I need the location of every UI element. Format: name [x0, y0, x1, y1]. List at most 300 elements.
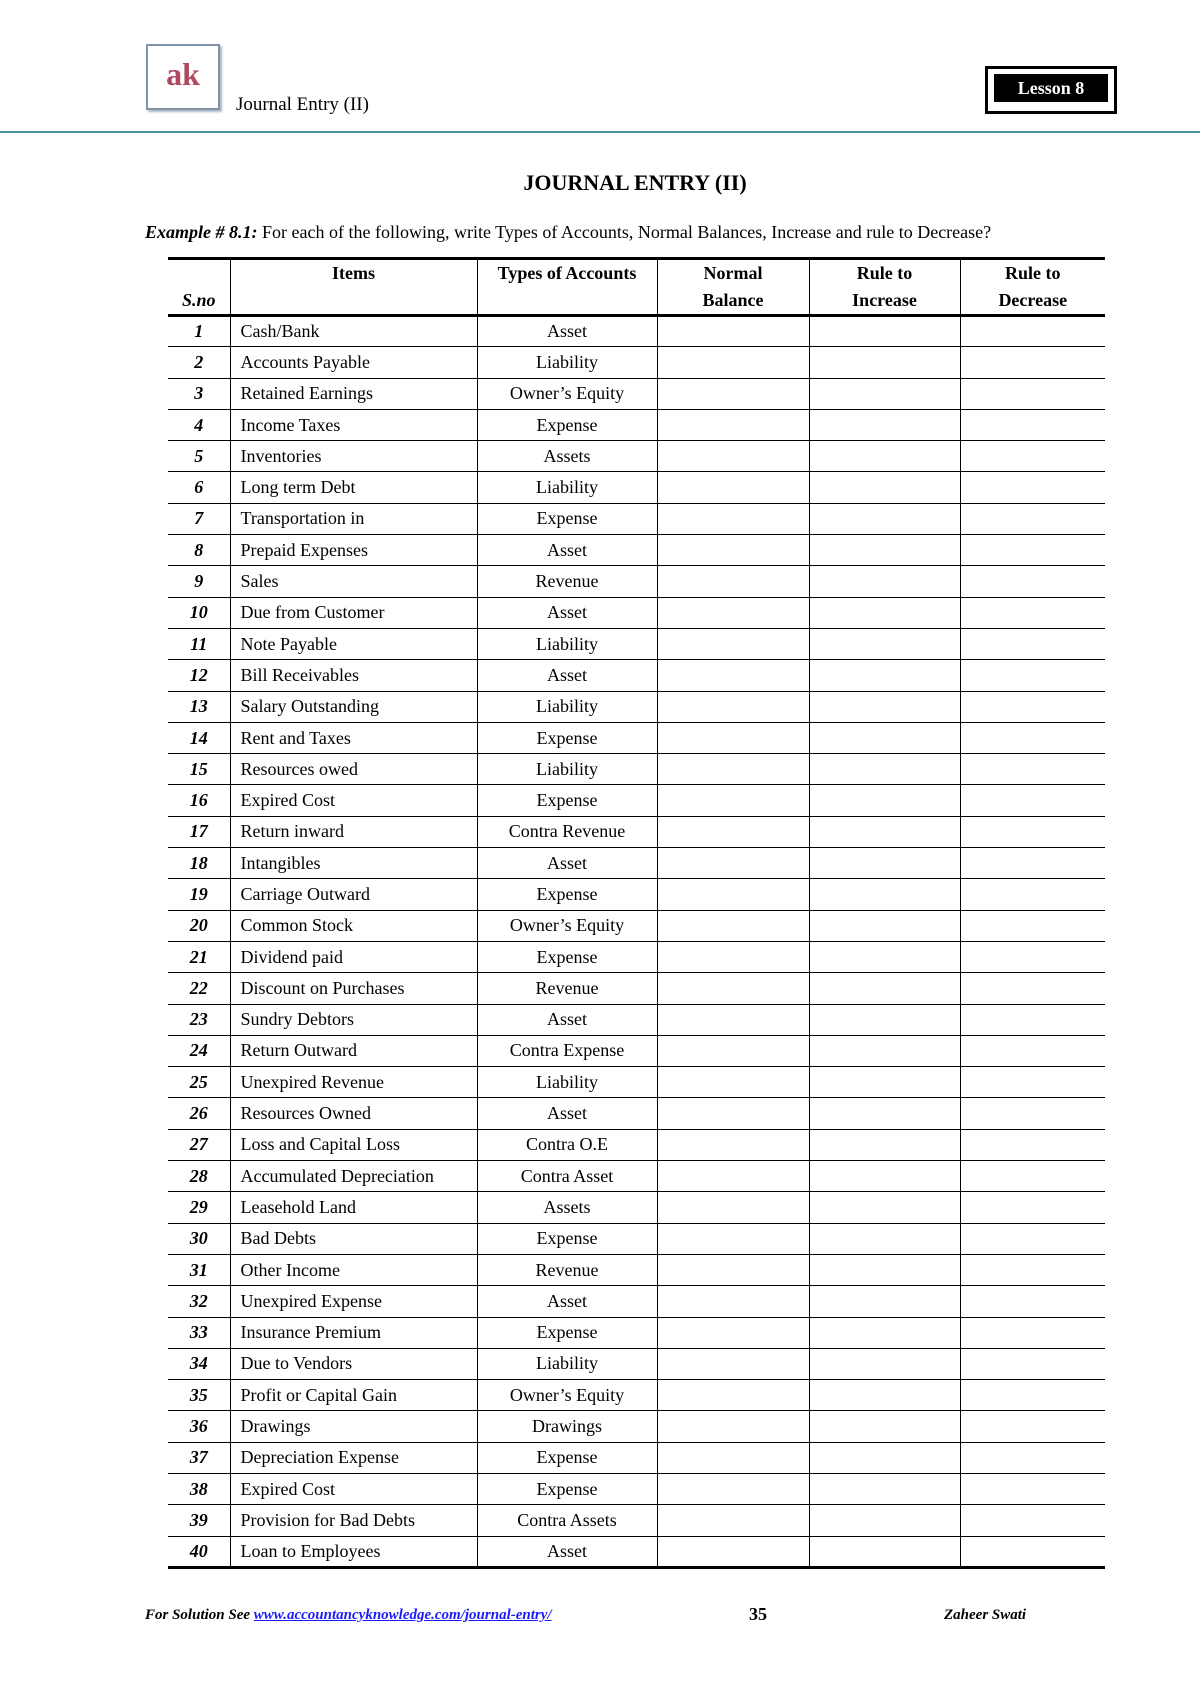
row-account-type: Contra Expense: [477, 1035, 657, 1066]
row-item: Due to Vendors: [230, 1348, 477, 1379]
row-account-type: Asset: [477, 597, 657, 628]
row-rule-increase: [809, 691, 960, 722]
solution-link[interactable]: www.accountancyknowledge.com/journal-entry/: [253, 1607, 552, 1623]
row-rule-increase: [809, 1286, 960, 1317]
row-item: Prepaid Expenses: [230, 535, 477, 566]
row-rule-decrease: [960, 1505, 1105, 1536]
row-rule-decrease: [960, 347, 1105, 378]
row-item: Note Payable: [230, 628, 477, 659]
row-item: Accounts Payable: [230, 347, 477, 378]
table-row: [168, 535, 1105, 566]
row-rule-decrease: [960, 1129, 1105, 1160]
table-row: [168, 941, 1105, 972]
header-title: Journal Entry (II): [236, 94, 369, 115]
row-normal-balance: [657, 1317, 809, 1348]
row-normal-balance: [657, 535, 809, 566]
row-rule-increase: [809, 1348, 960, 1379]
lesson-badge: [985, 66, 1117, 114]
header-divider: [0, 131, 1200, 133]
row-rule-decrease: [960, 754, 1105, 785]
row-number: 36: [168, 1411, 230, 1442]
row-rule-decrease: [960, 1254, 1105, 1285]
row-item: Expired Cost: [230, 1473, 477, 1504]
row-normal-balance: [657, 1098, 809, 1129]
row-number: 12: [168, 660, 230, 691]
row-rule-increase: [809, 1223, 960, 1254]
row-item: Cash/Bank: [230, 316, 477, 347]
accounts-table: [168, 257, 1105, 1569]
row-item: Salary Outstanding: [230, 691, 477, 722]
row-account-type: Revenue: [477, 973, 657, 1004]
header-decrease-line2: Decrease: [998, 290, 1068, 310]
row-rule-decrease: [960, 1442, 1105, 1473]
row-item: Provision for Bad Debts: [230, 1505, 477, 1536]
row-rule-increase: [809, 1035, 960, 1066]
row-account-type: Expense: [477, 503, 657, 534]
row-rule-increase: [809, 472, 960, 503]
row-account-type: Expense: [477, 409, 657, 440]
row-account-type: Owner’s Equity: [477, 378, 657, 409]
row-rule-decrease: [960, 1223, 1105, 1254]
row-normal-balance: [657, 754, 809, 785]
row-normal-balance: [657, 816, 809, 847]
row-item: Resources owed: [230, 754, 477, 785]
row-rule-increase: [809, 409, 960, 440]
row-account-type: Liability: [477, 472, 657, 503]
row-number: 7: [168, 503, 230, 534]
row-rule-increase: [809, 1380, 960, 1411]
row-account-type: Expense: [477, 879, 657, 910]
row-normal-balance: [657, 566, 809, 597]
row-rule-decrease: [960, 1411, 1105, 1442]
row-rule-decrease: [960, 1317, 1105, 1348]
row-normal-balance: [657, 1223, 809, 1254]
row-rule-decrease: [960, 1192, 1105, 1223]
row-number: 39: [168, 1505, 230, 1536]
row-account-type: Asset: [477, 535, 657, 566]
row-rule-decrease: [960, 1067, 1105, 1098]
row-item: Intangibles: [230, 848, 477, 879]
row-number: 5: [168, 441, 230, 472]
row-item: Return Outward: [230, 1035, 477, 1066]
row-rule-increase: [809, 1192, 960, 1223]
row-account-type: Liability: [477, 754, 657, 785]
table-row: [168, 660, 1105, 691]
row-number: 18: [168, 848, 230, 879]
row-account-type: Expense: [477, 722, 657, 753]
table-row: [168, 347, 1105, 378]
table-row: [168, 441, 1105, 472]
row-rule-decrease: [960, 910, 1105, 941]
row-rule-decrease: [960, 879, 1105, 910]
row-normal-balance: [657, 347, 809, 378]
header-increase-line2: Increase: [852, 290, 917, 310]
row-account-type: Liability: [477, 1067, 657, 1098]
row-normal-balance: [657, 848, 809, 879]
row-rule-decrease: [960, 409, 1105, 440]
row-rule-increase: [809, 597, 960, 628]
row-rule-decrease: [960, 816, 1105, 847]
row-rule-decrease: [960, 1098, 1105, 1129]
row-number: 33: [168, 1317, 230, 1348]
table-row: [168, 816, 1105, 847]
row-item: Drawings: [230, 1411, 477, 1442]
row-item: Loss and Capital Loss: [230, 1129, 477, 1160]
row-rule-increase: [809, 441, 960, 472]
row-number: 19: [168, 879, 230, 910]
row-normal-balance: [657, 472, 809, 503]
row-account-type: Asset: [477, 660, 657, 691]
table-row: [168, 848, 1105, 879]
row-number: 6: [168, 472, 230, 503]
row-normal-balance: [657, 441, 809, 472]
row-number: 27: [168, 1129, 230, 1160]
row-rule-increase: [809, 1505, 960, 1536]
header-rule-decrease: [960, 259, 1105, 316]
row-rule-decrease: [960, 472, 1105, 503]
row-normal-balance: [657, 785, 809, 816]
row-item: Insurance Premium: [230, 1317, 477, 1348]
row-account-type: Expense: [477, 941, 657, 972]
row-rule-increase: [809, 973, 960, 1004]
row-rule-increase: [809, 1098, 960, 1129]
row-rule-decrease: [960, 316, 1105, 347]
table-row: [168, 1161, 1105, 1192]
row-item: Unexpired Revenue: [230, 1067, 477, 1098]
row-number: 40: [168, 1536, 230, 1567]
row-item: Rent and Taxes: [230, 722, 477, 753]
row-rule-increase: [809, 535, 960, 566]
row-item: Transportation in: [230, 503, 477, 534]
row-rule-decrease: [960, 848, 1105, 879]
row-item: Bad Debts: [230, 1223, 477, 1254]
row-number: 25: [168, 1067, 230, 1098]
table-row: [168, 472, 1105, 503]
row-normal-balance: [657, 409, 809, 440]
row-account-type: Asset: [477, 1536, 657, 1567]
lesson-label: Lesson 8: [994, 74, 1108, 102]
row-number: 37: [168, 1442, 230, 1473]
row-rule-increase: [809, 848, 960, 879]
table-row: [168, 1286, 1105, 1317]
row-rule-increase: [809, 722, 960, 753]
row-number: 29: [168, 1192, 230, 1223]
row-rule-increase: [809, 785, 960, 816]
row-rule-increase: [809, 316, 960, 347]
row-rule-increase: [809, 1536, 960, 1567]
row-number: 34: [168, 1348, 230, 1379]
page-title: JOURNAL ENTRY (II): [523, 170, 747, 195]
row-number: 14: [168, 722, 230, 753]
page-number: 35: [749, 1604, 767, 1624]
row-rule-increase: [809, 503, 960, 534]
row-item: Unexpired Expense: [230, 1286, 477, 1317]
example-question: [145, 222, 991, 243]
row-normal-balance: [657, 316, 809, 347]
row-account-type: Liability: [477, 691, 657, 722]
row-rule-decrease: [960, 1161, 1105, 1192]
table-row: [168, 1505, 1105, 1536]
row-item: Return inward: [230, 816, 477, 847]
row-normal-balance: [657, 1129, 809, 1160]
table-row: [168, 1098, 1105, 1129]
table-row: [168, 754, 1105, 785]
row-item: Carriage Outward: [230, 879, 477, 910]
row-rule-decrease: [960, 441, 1105, 472]
row-normal-balance: [657, 1536, 809, 1567]
row-item: Sales: [230, 566, 477, 597]
row-rule-decrease: [960, 973, 1105, 1004]
table-row: [168, 1035, 1105, 1066]
row-account-type: Owner’s Equity: [477, 1380, 657, 1411]
table-row: [168, 1129, 1105, 1160]
row-account-type: Expense: [477, 1223, 657, 1254]
table-row: [168, 691, 1105, 722]
row-normal-balance: [657, 1442, 809, 1473]
row-normal-balance: [657, 1004, 809, 1035]
row-number: 26: [168, 1098, 230, 1129]
row-item: Resources Owned: [230, 1098, 477, 1129]
example-label: Example # 8.1:: [145, 222, 258, 242]
row-item: Accumulated Depreciation: [230, 1161, 477, 1192]
row-number: 28: [168, 1161, 230, 1192]
header-items: Items: [230, 259, 477, 316]
row-rule-decrease: [960, 628, 1105, 659]
row-rule-increase: [809, 910, 960, 941]
row-rule-increase: [809, 879, 960, 910]
row-item: Bill Receivables: [230, 660, 477, 691]
row-rule-increase: [809, 1442, 960, 1473]
row-number: 3: [168, 378, 230, 409]
row-normal-balance: [657, 660, 809, 691]
header-increase-line1: Rule to: [856, 263, 913, 283]
table-row: [168, 1317, 1105, 1348]
row-normal-balance: [657, 503, 809, 534]
row-normal-balance: [657, 941, 809, 972]
row-account-type: Asset: [477, 848, 657, 879]
row-number: 4: [168, 409, 230, 440]
row-rule-increase: [809, 1129, 960, 1160]
row-rule-decrease: [960, 597, 1105, 628]
row-rule-increase: [809, 1254, 960, 1285]
row-rule-decrease: [960, 1348, 1105, 1379]
row-number: 10: [168, 597, 230, 628]
table-row: [168, 1192, 1105, 1223]
row-item: Due from Customer: [230, 597, 477, 628]
row-number: 32: [168, 1286, 230, 1317]
row-normal-balance: [657, 1505, 809, 1536]
table-row: [168, 1380, 1105, 1411]
row-rule-increase: [809, 1004, 960, 1035]
table-row: [168, 597, 1105, 628]
row-rule-decrease: [960, 535, 1105, 566]
row-number: 9: [168, 566, 230, 597]
table-row: [168, 409, 1105, 440]
logo: [146, 44, 220, 110]
row-number: 17: [168, 816, 230, 847]
row-normal-balance: [657, 1161, 809, 1192]
row-rule-decrease: [960, 503, 1105, 534]
row-item: Other Income: [230, 1254, 477, 1285]
table-row: [168, 316, 1105, 347]
row-account-type: Contra Revenue: [477, 816, 657, 847]
row-account-type: Revenue: [477, 566, 657, 597]
row-item: Sundry Debtors: [230, 1004, 477, 1035]
table-row: [168, 628, 1105, 659]
row-item: Dividend paid: [230, 941, 477, 972]
table-row: [168, 1254, 1105, 1285]
row-number: 16: [168, 785, 230, 816]
row-rule-decrease: [960, 1035, 1105, 1066]
row-rule-decrease: [960, 691, 1105, 722]
row-number: 8: [168, 535, 230, 566]
row-normal-balance: [657, 973, 809, 1004]
row-rule-increase: [809, 566, 960, 597]
row-rule-decrease: [960, 1380, 1105, 1411]
row-normal-balance: [657, 1411, 809, 1442]
row-normal-balance: [657, 1254, 809, 1285]
row-account-type: Asset: [477, 316, 657, 347]
row-normal-balance: [657, 1035, 809, 1066]
row-normal-balance: [657, 1380, 809, 1411]
row-item: Expired Cost: [230, 785, 477, 816]
row-number: 15: [168, 754, 230, 785]
row-normal-balance: [657, 1192, 809, 1223]
table-row: [168, 973, 1105, 1004]
row-item: Profit or Capital Gain: [230, 1380, 477, 1411]
row-number: 20: [168, 910, 230, 941]
footer-solution-prefix: For Solution See: [145, 1607, 251, 1623]
row-rule-decrease: [960, 1473, 1105, 1504]
table-row: [168, 910, 1105, 941]
row-account-type: Expense: [477, 785, 657, 816]
row-account-type: Drawings: [477, 1411, 657, 1442]
header-sno: S.no: [168, 259, 230, 316]
row-account-type: Contra Assets: [477, 1505, 657, 1536]
row-rule-decrease: [960, 785, 1105, 816]
header-normal-line2: Balance: [702, 290, 764, 310]
row-account-type: Liability: [477, 1348, 657, 1379]
row-rule-increase: [809, 378, 960, 409]
row-rule-increase: [809, 628, 960, 659]
row-number: 31: [168, 1254, 230, 1285]
table-row: [168, 1536, 1105, 1567]
row-account-type: Assets: [477, 1192, 657, 1223]
row-number: 22: [168, 973, 230, 1004]
row-account-type: Revenue: [477, 1254, 657, 1285]
row-number: 38: [168, 1473, 230, 1504]
table-row: [168, 1223, 1105, 1254]
row-normal-balance: [657, 722, 809, 753]
table-row: [168, 566, 1105, 597]
row-account-type: Liability: [477, 628, 657, 659]
row-rule-decrease: [960, 941, 1105, 972]
row-rule-increase: [809, 1473, 960, 1504]
header-rule-increase: [809, 259, 960, 316]
row-rule-increase: [809, 347, 960, 378]
table-row: [168, 1348, 1105, 1379]
row-number: 30: [168, 1223, 230, 1254]
row-rule-decrease: [960, 722, 1105, 753]
table-row: [168, 1442, 1105, 1473]
row-item: Long term Debt: [230, 472, 477, 503]
row-item: Common Stock: [230, 910, 477, 941]
row-account-type: Asset: [477, 1004, 657, 1035]
row-rule-decrease: [960, 660, 1105, 691]
row-number: 24: [168, 1035, 230, 1066]
row-number: 21: [168, 941, 230, 972]
row-account-type: Liability: [477, 347, 657, 378]
row-rule-decrease: [960, 1286, 1105, 1317]
row-rule-increase: [809, 1411, 960, 1442]
row-account-type: Assets: [477, 441, 657, 472]
row-normal-balance: [657, 597, 809, 628]
row-rule-increase: [809, 1067, 960, 1098]
row-rule-decrease: [960, 1536, 1105, 1567]
row-number: 2: [168, 347, 230, 378]
row-rule-increase: [809, 941, 960, 972]
logo-text: ak: [166, 55, 200, 92]
row-item: Leasehold Land: [230, 1192, 477, 1223]
table-row: [168, 1067, 1105, 1098]
header-normal-balance: [657, 259, 809, 316]
table-row: [168, 503, 1105, 534]
row-item: Retained Earnings: [230, 378, 477, 409]
header-normal-line1: Normal: [703, 263, 763, 283]
row-normal-balance: [657, 378, 809, 409]
author-name: Zaheer Swati: [944, 1607, 1027, 1623]
row-normal-balance: [657, 1473, 809, 1504]
table-body: [168, 316, 1105, 1568]
table-row: [168, 879, 1105, 910]
row-item: Income Taxes: [230, 409, 477, 440]
row-number: 11: [168, 628, 230, 659]
row-item: Inventories: [230, 441, 477, 472]
row-normal-balance: [657, 1348, 809, 1379]
header-types: Types of Accounts: [477, 259, 657, 316]
row-number: 23: [168, 1004, 230, 1035]
table-row: [168, 722, 1105, 753]
row-account-type: Asset: [477, 1098, 657, 1129]
table-header-row: [168, 259, 1105, 316]
row-rule-increase: [809, 816, 960, 847]
example-text: For each of the following, write Types of Accounts, Normal Balances, Increase and rule to Decrease?: [262, 222, 992, 242]
row-rule-decrease: [960, 378, 1105, 409]
row-number: 35: [168, 1380, 230, 1411]
row-rule-decrease: [960, 566, 1105, 597]
table-row: [168, 1004, 1105, 1035]
row-rule-increase: [809, 660, 960, 691]
row-normal-balance: [657, 691, 809, 722]
row-number: 1: [168, 316, 230, 347]
row-normal-balance: [657, 1286, 809, 1317]
row-account-type: Expense: [477, 1317, 657, 1348]
table-row: [168, 785, 1105, 816]
row-normal-balance: [657, 1067, 809, 1098]
row-normal-balance: [657, 628, 809, 659]
row-number: 13: [168, 691, 230, 722]
header-decrease-line1: Rule to: [1005, 263, 1061, 283]
table-row: [168, 378, 1105, 409]
row-normal-balance: [657, 879, 809, 910]
row-account-type: Asset: [477, 1286, 657, 1317]
footer-solution: [145, 1607, 552, 1624]
row-item: Discount on Purchases: [230, 973, 477, 1004]
row-rule-increase: [809, 1317, 960, 1348]
row-rule-decrease: [960, 1004, 1105, 1035]
row-item: Loan to Employees: [230, 1536, 477, 1567]
row-account-type: Expense: [477, 1473, 657, 1504]
